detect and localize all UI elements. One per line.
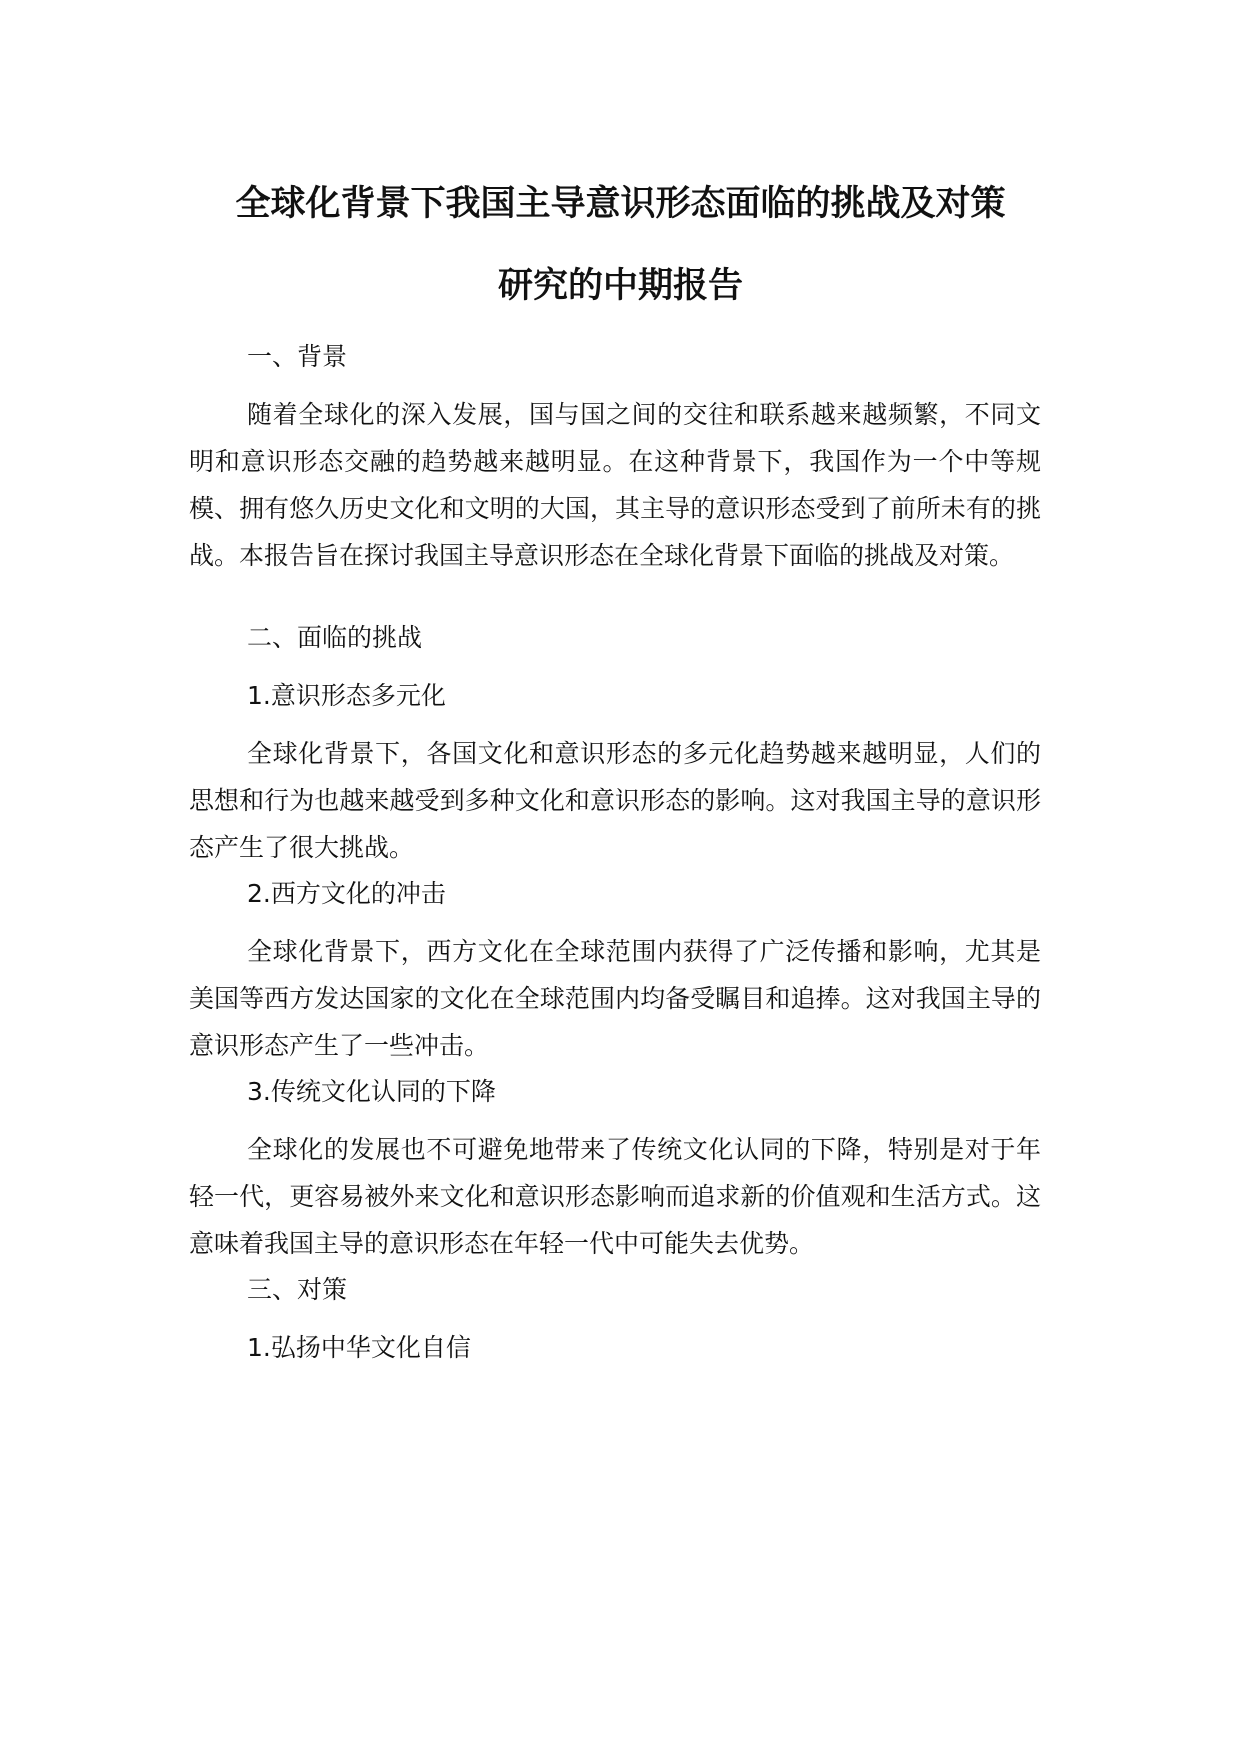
section-heading-background: 一、背景 <box>247 342 348 371</box>
paragraph-ideological-diversity: 全球化背景下，各国文化和意识形态的多元化趋势越来越明显，人们的思想和行为也越来越受到多种文化和意识形态的影响。这对我国主导的意识形态产生了很大挑战。 <box>189 739 1041 862</box>
paragraph-traditional-culture-decline: 全球化的发展也不可避免地带来了传统文化认同的下降，特别是对于年轻一代，更容易被外来文化和意识形态影响而追求新的价值观和生活方式。这意味着我国主导的意识形态在年轻一代中可能失去优势。 <box>189 1135 1041 1258</box>
paragraph-western-culture-impact: 全球化背景下，西方文化在全球范围内获得了广泛传播和影响，尤其是美国等西方发达国家的文化在全球范围内均备受瞩目和追捧。这对我国主导的意识形态产生了一些冲击。 <box>189 937 1041 1060</box>
document-title-line-2: 研究的中期报告 <box>497 266 743 306</box>
subheading-traditional-culture-decline: 3.传统文化认同的下降 <box>247 1077 496 1106</box>
subheading-ideological-diversity: 1.意识形态多元化 <box>247 681 446 710</box>
paragraph-background: 随着全球化的深入发展，国与国之间的交往和联系越来越频繁，不同文明和意识形态交融的趋势越来越明显。在这种背景下，我国作为一个中等规模、拥有悠久历史文化和文明的大国，其主导的意识形态受到了前所未有的挑战。本报告旨在探讨我国主导意识形态在全球化背景下面临的挑战及对策。 <box>189 400 1041 570</box>
subheading-western-culture-impact: 2.西方文化的冲击 <box>247 879 446 908</box>
document-title-line-1: 全球化背景下我国主导意识形态面临的挑战及对策 <box>235 184 1006 224</box>
section-heading-countermeasures: 三、对策 <box>247 1275 348 1304</box>
section-heading-challenges: 二、面临的挑战 <box>247 623 423 652</box>
subheading-cultural-confidence: 1.弘扬中华文化自信 <box>247 1333 471 1362</box>
